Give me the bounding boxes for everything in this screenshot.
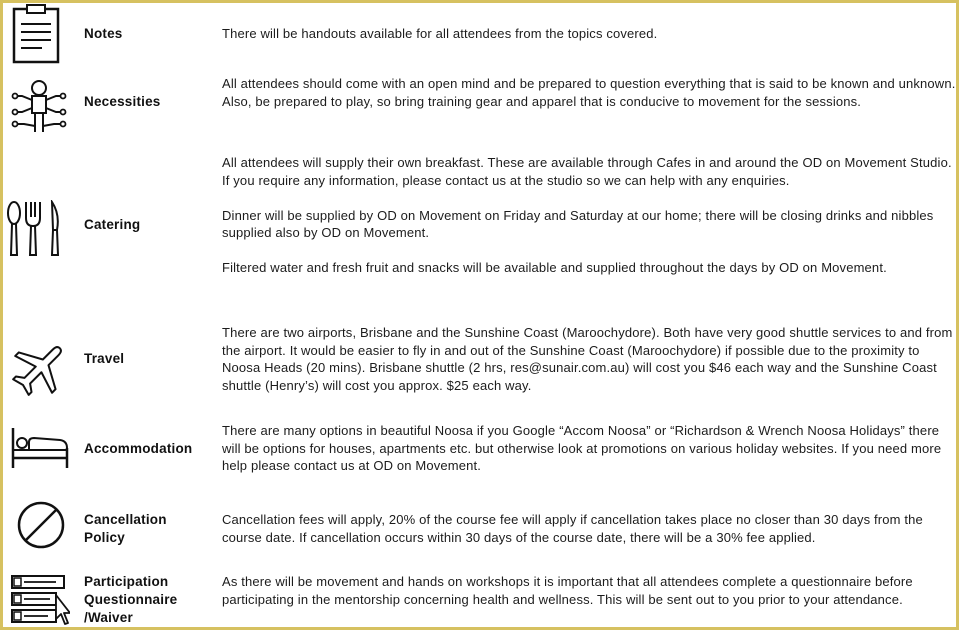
section-label: Participation Questionnaire /Waiver: [84, 574, 178, 625]
section-text: All attendees should come with an open mind and be prepared to question everything that is said to be known and unknown. Also, be prepared to play, so bring training gear and apparel that is conducive to movement for the sessions.: [222, 76, 956, 109]
section-label: Cancellation Policy: [84, 512, 167, 545]
section-label: Notes: [84, 26, 123, 41]
airplane-icon: [10, 338, 70, 398]
cutlery-icon: [6, 200, 62, 258]
section-text: All attendees will supply their own breakfast. These are available through Cafes in and around the OD on Movement Studio. If you require any information, please contact us at the studio so we can help with any enquiries. Dinner will be supplied by OD on Movement on Friday and Saturday at our home; there will be closing drinks and nibbles supplied also by OD on Movement. Filtered water and fresh fruit and snacks will be available and supplied throughout the days by OD on Movement.: [222, 155, 952, 275]
section-text: There are two airports, Brisbane and the Sunshine Coast (Maroochydore). Both have very good shuttle services to and from the airport. It would be easier to fly in and out of the Sunshine Coast (Maroochydore) if possible due to the proximity to Noosa Heads (20 mins). Brisbane shuttle (2 hrs, res@sunair.com.au) will cost you $46 each way and the Sunshine Coast shuttle (Henry’s) will cost you approx. $25 each way.: [222, 325, 953, 393]
questionnaire-icon: [10, 573, 70, 628]
section-text: Cancellation fees will apply, 20% of the course fee will apply if cancellation takes place no closer than 30 days from the course date. If cancellation occurs within 30 days of the course date, there will be a 30% fee applied.: [222, 512, 923, 545]
section-label: Travel: [84, 351, 125, 366]
section-label: Accommodation: [84, 441, 193, 456]
section-text: There will be handouts available for all attendees from the topics covered.: [222, 26, 658, 41]
section-label: Necessities: [84, 94, 161, 109]
notepad-icon: [12, 4, 60, 64]
section-label: Catering: [84, 217, 141, 232]
section-text: There are many options in beautiful Noosa if you Google “Accom Noosa” or “Richardson & Wrench Noosa Holidays” there will be options for houses, apartments etc. but otherwise look at promotions on various holiday websites. If you need more help please contact us at OD on Movement.: [222, 423, 942, 473]
prohibited-icon: [16, 500, 66, 550]
bed-icon: [10, 426, 70, 470]
section-text: As there will be movement and hands on workshops it is important that all attendees complete a questionnaire before participating in the mentorship concerning health and wellness. This will be sent out to you prior to your attendance.: [222, 574, 913, 607]
person-network-icon: [10, 74, 68, 134]
